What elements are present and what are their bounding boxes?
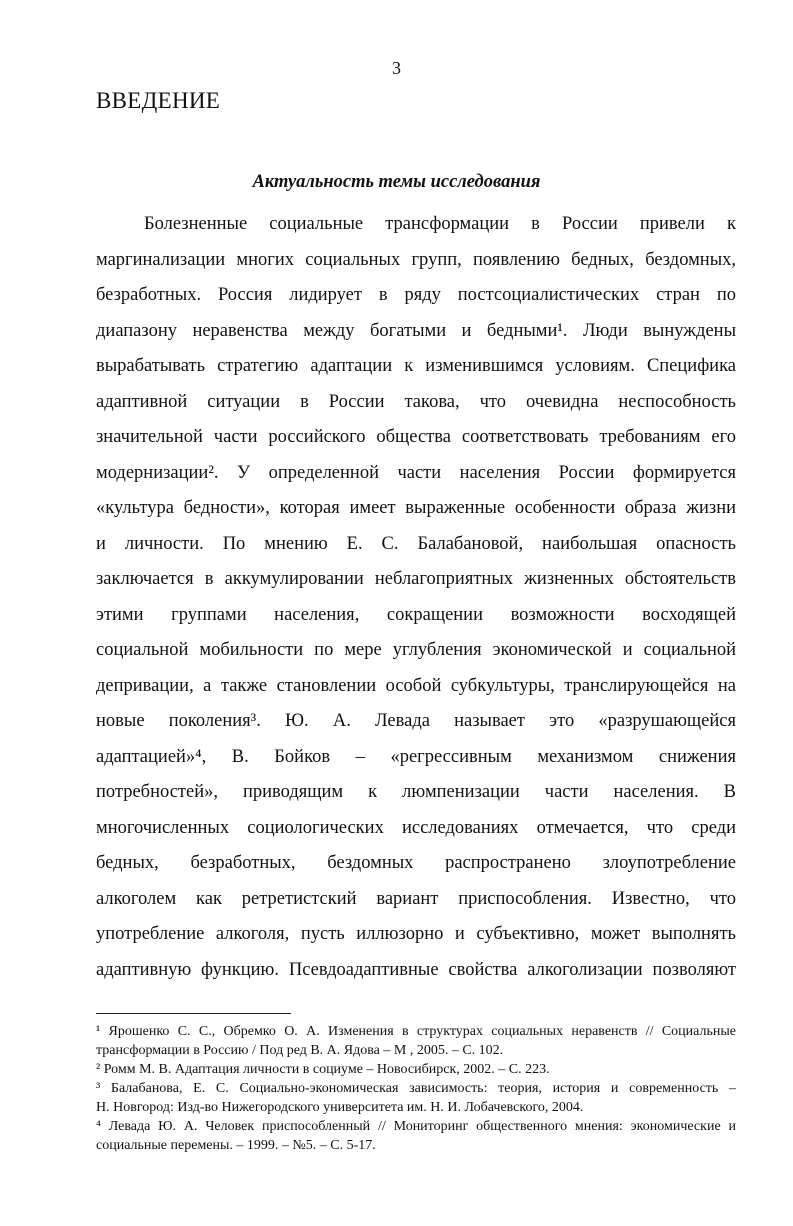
body-line: социальной мобильности по мере углубления экономической и социальной — [96, 640, 736, 660]
body-line: Болезненные социальные трансформации в России привели к — [144, 214, 736, 234]
section-heading: ВВЕДЕНИЕ — [96, 88, 221, 113]
body-line: заключается в аккумулировании неблагоприятных жизненных обстоятельств — [96, 569, 736, 589]
body-line: маргинализации многих социальных групп, появлению бедных, бездомных, — [96, 249, 736, 270]
body-line: этими группами населения, сокращении возможности восходящей — [96, 604, 736, 625]
body-line: употребление алкоголя, пусть иллюзорно и субъективно, может выполнять — [96, 924, 736, 944]
page-number: 3 — [392, 58, 401, 78]
body-line: диапазону неравенства между богатыми и бедными¹. Люди вынуждены — [96, 320, 736, 341]
body-line: потребностей», приводящим к люмпенизации части населения. В — [96, 782, 736, 802]
footnote-line: ³ Балабанова, Е. С. Социально-экономическая зависимость: теория, история и современность – — [96, 1081, 736, 1096]
section-subheading: Актуальность темы исследования — [252, 172, 541, 192]
body-line: и личности. По мнению Е. С. Балабановой, наибольшая опасность — [96, 533, 736, 554]
footnote-divider — [96, 1013, 291, 1014]
footnotes — [96, 1022, 736, 1155]
body-line: адаптивную функцию. Псевдоадаптивные свойства алкоголизации позволяют — [96, 959, 736, 980]
footnote-line: ¹ Ярошенко С. С., Обремко О. А. Изменения в структурах социальных неравенств // Социальные — [96, 1024, 736, 1039]
body-line: вырабатывать стратегию адаптации к изменившимся условиям. Специфика — [96, 356, 736, 376]
body-line: «культура бедности», которая имеет выраженные особенности образа жизни — [96, 498, 736, 518]
body-line: бедных, безработных, бездомных распространено злоупотребление — [96, 853, 736, 873]
body-text — [96, 207, 736, 988]
body-line: адаптивной ситуации в России такова, что очевидна неспособность — [96, 391, 736, 412]
body-line: алкоголем как ретретистский вариант приспособления. Известно, что — [96, 888, 736, 909]
footnote-line: Н. Новгород: Изд-во Нижегородского университета им. Н. И. Лобачевского, 2004. — [96, 1100, 584, 1115]
footnote-line: ⁴ Левада Ю. А. Человек приспособленный // Мониторинг общественного мнения: экономические и — [96, 1119, 736, 1134]
footnote-line: ² Ромм М. В. Адаптация личности в социуме – Новосибирск, 2002. – С. 223. — [96, 1062, 550, 1077]
body-line: безработных. Россия лидирует в ряду постсоциалистических стран по — [96, 285, 736, 305]
body-line: новые поколения³. Ю. А. Левада называет это «разрушающейся — [96, 711, 736, 731]
body-line: депривации, а также становлении особой субкультуры, транслирующейся на — [96, 675, 736, 696]
body-line: значительной части российского общества соответствовать требованиям его — [96, 427, 736, 447]
body-line: адаптацией»⁴, В. Бойков – «регрессивным механизмом снижения — [96, 746, 736, 767]
body-line: многочисленных социологических исследованиях отмечается, что среди — [96, 817, 736, 838]
footnote-line: трансформации в Россию / Под ред В. А. Ядова – М , 2005. – С. 102. — [96, 1043, 504, 1058]
body-line: модернизации². У определенной части населения России формируется — [96, 462, 736, 483]
footnote-line: социальные перемены. – 1999. – №5. – С. 5-17. — [96, 1138, 376, 1153]
